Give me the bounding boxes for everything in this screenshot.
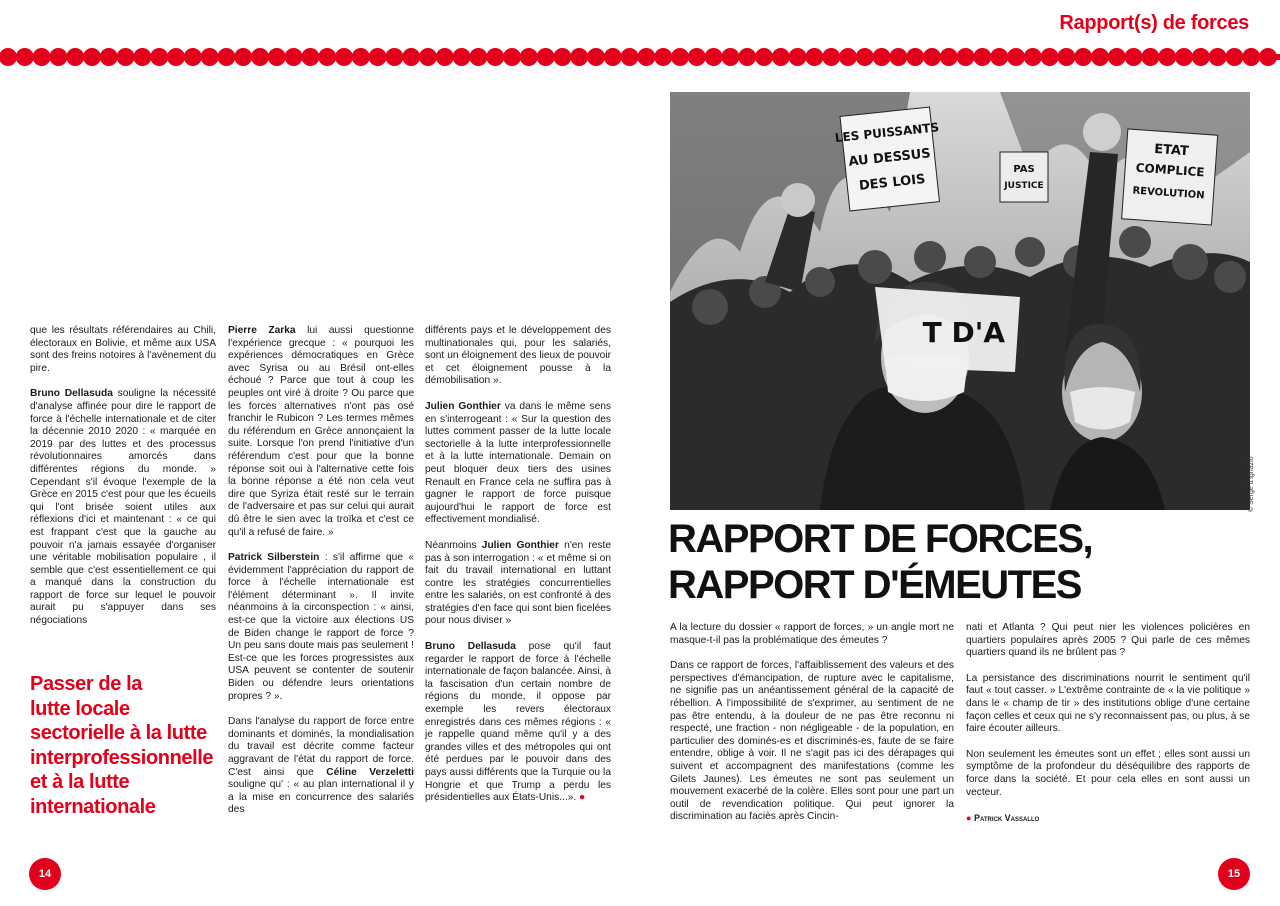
- band-dot: [217, 48, 235, 66]
- band-dot: [1074, 48, 1092, 66]
- band-dot: [755, 48, 773, 66]
- band-dot: [184, 48, 202, 66]
- article-column-2: [228, 325, 414, 830]
- band-dot: [537, 48, 555, 66]
- paragraph: La persistance des discriminations nourrit le sentiment qu'il faut « tout casser. » L'extrême contrainte de « la vie politique » dans le « champ de tir » des institutions oblige d'une certaine façon celles et ceux qui ne s'y reconnaissent pas, ou plus, à se faire écouter ailleurs.: [966, 672, 1250, 735]
- band-dot: [671, 48, 689, 66]
- paragraph: Dans ce rapport de forces, l'affaiblissement des valeurs et des perspectives d'émancipation, de rupture avec le capitalisme, ne signifie pas un anéantissement général de la capacité de rébellion. A l'impossibilité de s'exprimer, au sentiment de ne pas être entendu, à la douleur de ne pas être reconnu ni respecté, une fraction - non négligeable - de la population, en particulier des dominés-es et discriminés-es, faute de se faire entendre, oblige à voir. Il ne s'agit pas ici des dérapages qui suivent et accompagnent des manifestations (comme les Gilets Jaunes). Les émeutes ne sont pas seulement un mouvement exacerbé de la colère. Elles sont pour une part un outil de revendication politique. Qui peut ignorer la discrimination au faciès après Cincin-: [670, 660, 954, 823]
- band-dot: [133, 48, 151, 66]
- band-dot: [453, 48, 471, 66]
- paragraph: Non seulement les émeutes sont un effet ; elles sont aussi un symptôme de la profondeur du déséquilibre des rapports de force dans la société. Et pour cela elles en sont aussi un vecteur.: [966, 748, 1250, 798]
- sign-text: ETAT: [1153, 141, 1190, 160]
- band-dot: [1259, 48, 1277, 66]
- band-dot: [940, 48, 958, 66]
- sign-text: DES LOIS: [858, 171, 927, 194]
- band-dot: [150, 48, 168, 66]
- band-dot: [100, 48, 118, 66]
- paragraph: nati et Atlanta ? Qui peut nier les violences policières en quartiers populaires après 2005 ? Qui parle de ces mêmes quartiers quand ils ne brûlent pas ?: [966, 622, 1250, 659]
- band-dot: [469, 48, 487, 66]
- band-dot: [621, 48, 639, 66]
- paragraph: Pierre Zarka lui aussi questionne l'expérience grecque : « pourquoi les expériences démocratiques en Grèce avec Syrisa ou au Brésil ont-elles échoué ? Parce que tout à coup les peuples ont viré à droite ? Ou parce que les forces alternatives n'ont pas osé franchir le Rubicon ? Les termes mêmes du référendum en Grèce annonçaient la suite. Lorsque l'on prend l'initiative d'un référendum c'est pour que la bonne réponse soit oui à l'alternative cette fois la bonne réponse a été non cela veut dire que Syriza était resté sur le terrain de l'adversaire et pas sur celui qui aurait dû être le sien avec la troïka et c'est ce qu'il a refusé de faire. »: [228, 325, 414, 538]
- band-dot: [637, 48, 655, 66]
- article-column-1: [30, 325, 216, 641]
- band-dot: [251, 48, 269, 66]
- band-dot: [1242, 48, 1260, 66]
- paragraph: Dans l'analyse du rapport de force entre dominants et dominés, la mondialisation du travail est décrite comme facteur aggravant de l'état du rapport de force. C'est ainsi que Céline Verzeletti souligne qu' : « au plan international il y a la mise en concurrence des salariés des: [228, 716, 414, 816]
- band-dot: [906, 48, 924, 66]
- paragraph: différents pays et le développement des multinationales qui, pour les salariés, sont un éloignement des lieux de pouvoir et cet éloignement pousse à la démobilisation ».: [425, 325, 611, 387]
- pull-quote: Passer de la lutte locale sectorielle à la lutte interprofessionnelle et à la lutte internationale: [30, 673, 214, 818]
- band-dot: [167, 48, 185, 66]
- band-dot: [889, 48, 907, 66]
- bullet-icon: ●: [966, 813, 974, 824]
- band-dot: [234, 48, 252, 66]
- paragraph: Bruno Dellasuda pose qu'il faut regarder le rapport de force à l'échelle internationale de façon balancée. Ainsi, à la fascisation d'un certain nombre de régions du monde, il oppose par exemple les revers électoraux enregistrés dans ces mêmes régions : « je rappelle quand même qu'il y a des grandes villes et des métropoles qui ont été perdues par le pouvoir dans des pays aussi différents que la Turquie ou la Hongrie et que Trump a perdu les présidentielles aux États-Unis...». ●: [425, 641, 611, 804]
- band-dot: [318, 48, 336, 66]
- band-dot: [1141, 48, 1159, 66]
- band-dot: [805, 48, 823, 66]
- band-dot: [688, 48, 706, 66]
- band-dot: [83, 48, 101, 66]
- speaker-name: Bruno Dellasuda: [425, 641, 516, 653]
- speaker-name: Julien Gonthier: [425, 400, 501, 412]
- protest-photo-illustration: [670, 92, 1250, 510]
- band-dot: [873, 48, 891, 66]
- band-dot: [789, 48, 807, 66]
- band-dot: [1091, 48, 1109, 66]
- band-dot: [1041, 48, 1059, 66]
- band-dot: [117, 48, 135, 66]
- speaker-name: Bruno Dellasuda: [30, 388, 113, 400]
- paragraph: Bruno Dellasuda souligne la nécessité d'analyse affinée pour dire le rapport de force à l'échelle internationale et de citer la décennie 2010 2020 : « marquée en 2019 par des luttes et des processus révolutionnaires amorcés dans différentes régions du monde. » Cependant s'il évoque l'exemple de la Grèce en 2015 c'est pour que les écueils qui l'ont brisée soient utiles aux réflexions d'ici et maintenant : « ce qui est frappant c'est que la gauche au pouvoir n'a jamais essayée d'organiser une véritable mobilisation populaire , il semble que c'est essentiellement ce qui a manqué dans la construction du rapport de force sur lequel le pouvoir aurait pu s'appuyer dans ses négociations: [30, 388, 216, 627]
- band-dot: [973, 48, 991, 66]
- band-dot: [16, 48, 34, 66]
- band-dot: [285, 48, 303, 66]
- end-mark-icon: ●: [579, 792, 586, 804]
- sign-text: AU DESSUS: [847, 146, 932, 170]
- article-column-5: [966, 622, 1250, 825]
- speaker-name: Pierre Zarka: [228, 325, 296, 336]
- band-dot: [839, 48, 857, 66]
- band-dot: [822, 48, 840, 66]
- band-dot: [402, 48, 420, 66]
- section-title: Rapport(s) de forces: [1059, 12, 1249, 34]
- speaker-name: Patrick Silberstein: [228, 552, 320, 564]
- band-dot: [352, 48, 370, 66]
- band-dot: [1108, 48, 1126, 66]
- sign-text: LES PUISSANTS: [834, 120, 940, 146]
- band-dot: [520, 48, 538, 66]
- protest-photo: [670, 92, 1250, 510]
- band-dot: [0, 48, 17, 66]
- page-number-left: 14: [29, 858, 61, 890]
- band-dot: [503, 48, 521, 66]
- article-title: RAPPORT DE FORCES, RAPPORT D'ÉMEUTES: [668, 517, 1093, 607]
- band-dot: [369, 48, 387, 66]
- band-dot: [990, 48, 1008, 66]
- page-number-right: 15: [1218, 858, 1250, 890]
- band-dot: [738, 48, 756, 66]
- paragraph: A la lecture du dossier « rapport de forces, » un angle mort ne masque-t-il pas la problématique des émeutes ?: [670, 622, 954, 646]
- band-dot: [570, 48, 588, 66]
- author-signature: ● Patrick Vassallo: [966, 813, 1040, 824]
- paragraph: Julien Gonthier va dans le même sens en s'interrogeant : « Sur la question des luttes comment passer de la lutte locale sectorielle à la lutte interprofessionnelle et à la lutte internationale. Demain on peut bloquer deux tiers des usines Renault en France cela ne suffira pas à gagner le rapport de force puisque aujourd'hui le rapport de force est effectivement mondialisé.: [425, 400, 611, 526]
- band-dot: [335, 48, 353, 66]
- paragraph: Patrick Silberstein : s'il affirme que « évidemment l'appréciation du rapport de force à l'échelle internationale est l'élément déterminant ». Il invite néanmoins à la circonspection : « ainsi, est-ce que la victoire aux élections US de Biden change le rapport de force ? Un peu sans doute mais pas seulement ! Est-ce que les forces progressistes aux USA peuvent se contenter de soutenir Biden ou défendre leurs orientations propres ? ».: [228, 552, 414, 702]
- band-dot: [1024, 48, 1042, 66]
- sign-text: JUSTICE: [1004, 181, 1044, 191]
- band-dot: [385, 48, 403, 66]
- band-dot: [1175, 48, 1193, 66]
- band-dot: [587, 48, 605, 66]
- paragraph: que les résultats référendaires au Chili, électoraux en Bolivie, et même aux USA sont des freins notoires à l'avènement du pire.: [30, 325, 216, 374]
- band-dot: [66, 48, 84, 66]
- band-dot: [1225, 48, 1243, 66]
- sign-text: T D'A: [922, 316, 1005, 349]
- band-dot: [721, 48, 739, 66]
- band-dot: [1158, 48, 1176, 66]
- band-dot: [301, 48, 319, 66]
- band-dot: [1057, 48, 1075, 66]
- band-dot: [419, 48, 437, 66]
- article-column-4: [670, 622, 954, 837]
- band-dot: [705, 48, 723, 66]
- band-dot: [486, 48, 504, 66]
- band-dot: [772, 48, 790, 66]
- paragraph: Néanmoins Julien Gonthier n'en reste pas à son interrogation : « et même si on fait du travail international en luttant contre les stratégies concurrentielles entre les salariés, on est confronté à des stratégies d'en face qui sont bien ficelées pour nous diviser »: [425, 539, 612, 627]
- band-dot: [856, 48, 874, 66]
- band-dot: [923, 48, 941, 66]
- photo-credit: © Serge d'Ignazio: [1248, 456, 1255, 512]
- band-dot: [436, 48, 454, 66]
- scalloped-band: [0, 44, 1280, 70]
- speaker-name: Céline Verzeletti: [326, 766, 414, 778]
- speaker-name: Julien Gonthier: [481, 539, 559, 551]
- band-dot: [1125, 48, 1143, 66]
- article-column-3: [425, 325, 611, 818]
- band-dot: [1192, 48, 1210, 66]
- sign-text: REVOLUTION: [1132, 185, 1205, 202]
- band-dot: [33, 48, 51, 66]
- band-dot: [654, 48, 672, 66]
- band-dot: [553, 48, 571, 66]
- band-dot: [1209, 48, 1227, 66]
- sign-text: PAS: [1013, 164, 1035, 175]
- band-dot: [604, 48, 622, 66]
- band-dot: [1007, 48, 1025, 66]
- band-dot: [957, 48, 975, 66]
- sign-text: COMPLICE: [1135, 160, 1205, 180]
- band-dot: [268, 48, 286, 66]
- band-dot: [49, 48, 67, 66]
- band-dot: [201, 48, 219, 66]
